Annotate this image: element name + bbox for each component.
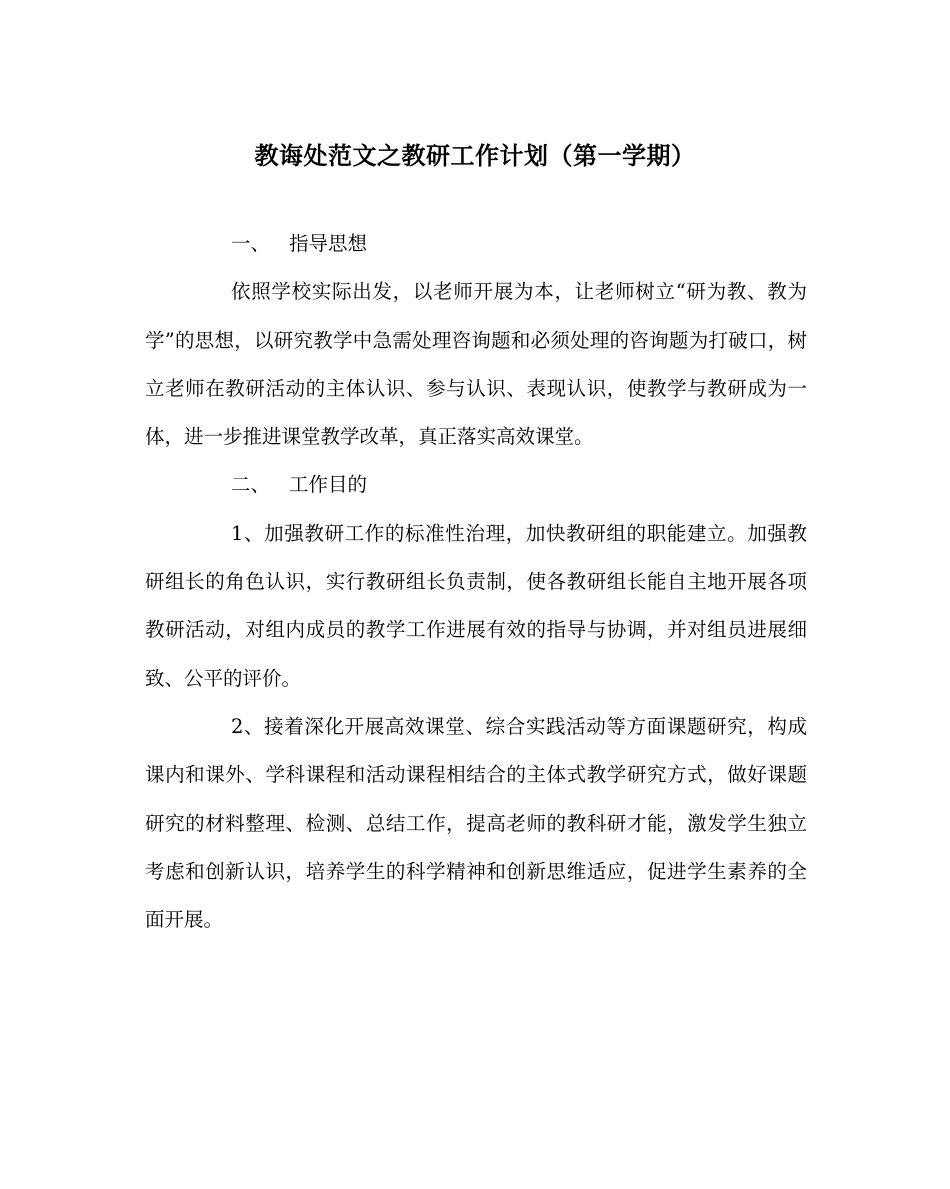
section-number: 二、: [231, 473, 271, 497]
section-heading-label: 工作目的: [289, 473, 368, 497]
paragraph: 1、加强教研工作的标准性治理，加快教研组的职能建立。加强教研组长的角色认识，实行教研组长负责制，使各教研组长能自主地开展各项教研活动，对组内成员的教学工作进展有效的指导与协调，并对组员进展细致、公平的评价。: [145, 521, 807, 690]
paragraph: 依照学校实际出发，以老师开展为本，让老师树立“研为教、教为学”的思想，以研究教学中急需处理咨询题和必须处理的咨询题为打破口，树立老师在教研活动的主体认识、参与认识、表现认识，使教学与教研成为一体，进一步推进课堂教学改革，真正落实高效课堂。: [145, 280, 807, 449]
document-body: [145, 220, 807, 944]
section-number: 一、: [231, 232, 271, 255]
section-heading-label: 指导思想: [289, 232, 368, 255]
paragraph: 2、接着深化开展高效课堂、综合实践活动等方面课题研究，构成课内和课外、学科课程和活动课程相结合的主体式教学研究方式，做好课题研究的材料整理、检测、总结工作，提高老师的教科研才能，激发学生独立考虑和创新认识，培养学生的科学精神和创新思维适应，促进学生素养的全面开展。: [145, 714, 807, 932]
document-title: 教诲处范文之教研工作计划（第一学期）: [254, 141, 696, 170]
section-heading: [145, 461, 807, 509]
section-heading: [145, 220, 807, 268]
